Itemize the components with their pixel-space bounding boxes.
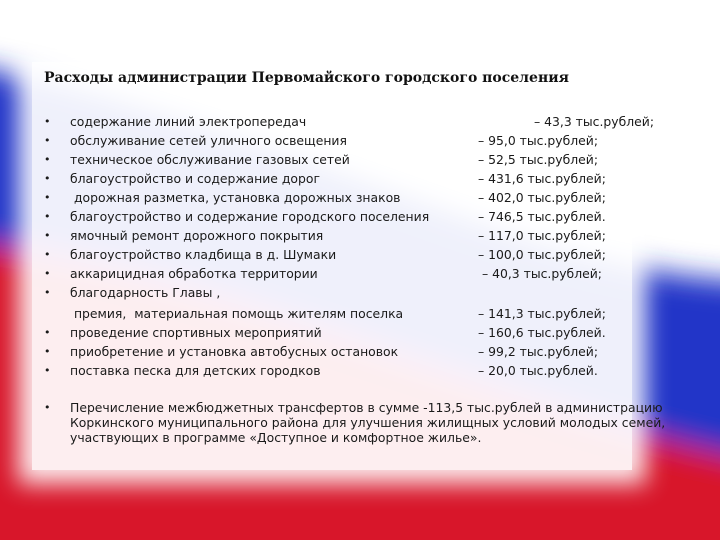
item-amount: – 402,0 тыс.рублей; [478, 190, 606, 205]
list-item [44, 226, 684, 245]
item-amount: – 746,5 тыс.рублей. [478, 209, 606, 224]
bullet: • [44, 115, 51, 128]
item-label: благоустройство и содержание городского поселения [70, 209, 430, 224]
expense-list [44, 112, 684, 380]
item-label: премия, материальная помощь жителям поселка [70, 306, 404, 321]
item-label: благоустройство кладбища в д. Шумаки [70, 247, 337, 262]
list-item [44, 169, 684, 188]
item-amount: – 100,0 тыс.рублей; [478, 247, 606, 262]
bullet: • [44, 326, 51, 339]
bullet: • [44, 267, 51, 280]
slide-title: Расходы администрации Первомайского городского поселения [44, 70, 569, 86]
item-amount: – 431,6 тыс.рублей; [478, 171, 606, 186]
bullet: • [44, 210, 51, 223]
list-item [44, 112, 684, 131]
item-label: содержание линий электропередач [70, 114, 307, 129]
bullet: • [44, 134, 51, 147]
list-item [44, 342, 684, 361]
bullet: • [44, 172, 51, 185]
list-item [44, 245, 684, 264]
bullet: • [44, 191, 51, 204]
item-label: благоустройство и содержание дорог [70, 171, 320, 186]
bullet: • [44, 286, 51, 299]
item-label: благодарность Главы , [70, 285, 221, 300]
bullet: • [44, 364, 51, 377]
item-label: приобретение и установка автобусных остановок [70, 344, 399, 359]
item-label: поставка песка для детских городков [70, 363, 321, 378]
item-label: ямочный ремонт дорожного покрытия [70, 228, 324, 243]
item-label: аккарицидная обработка территории [70, 266, 318, 281]
bullet: • [44, 345, 51, 358]
item-label: обслуживание сетей уличного освещения [70, 133, 347, 148]
item-amount: – 160,6 тыс.рублей. [478, 325, 606, 340]
list-item [44, 131, 684, 150]
list-item [44, 207, 684, 226]
item-amount: – 40,3 тыс.рублей; [478, 266, 602, 281]
item-label: дорожная разметка, установка дорожных знаков [70, 190, 401, 205]
list-item [44, 283, 684, 302]
item-amount: – 117,0 тыс.рублей; [478, 228, 606, 243]
item-amount: – 141,3 тыс.рублей; [478, 306, 606, 321]
list-item [44, 188, 684, 207]
bullet: • [44, 229, 51, 242]
item-amount: – 52,5 тыс.рублей; [478, 152, 599, 167]
item-amount: – 20,0 тыс.рублей. [478, 363, 598, 378]
item-amount: – 43,3 тыс.рублей; [534, 114, 655, 129]
bullet: • [44, 248, 51, 261]
list-item [44, 150, 684, 169]
list-item [44, 323, 684, 342]
list-item [44, 361, 684, 380]
list-item [44, 304, 684, 323]
item-label: техническое обслуживание газовых сетей [70, 152, 350, 167]
transfer-paragraph [44, 400, 684, 445]
item-label: проведение спортивных мероприятий [70, 325, 322, 340]
item-amount: – 95,0 тыс.рублей; [478, 133, 599, 148]
list-item [44, 264, 684, 283]
bullet: • [44, 401, 51, 414]
item-amount: – 99,2 тыс.рублей; [478, 344, 599, 359]
bullet: • [44, 153, 51, 166]
transfer-text: Перечисление межбюджетных трансфертов в сумме -113,5 тыс.рублей в администрацию Коркинского муниципального района для улучшения жилищных условий молодых семей, участвующих в программе «Доступное и комфортное жилье». [70, 400, 666, 445]
